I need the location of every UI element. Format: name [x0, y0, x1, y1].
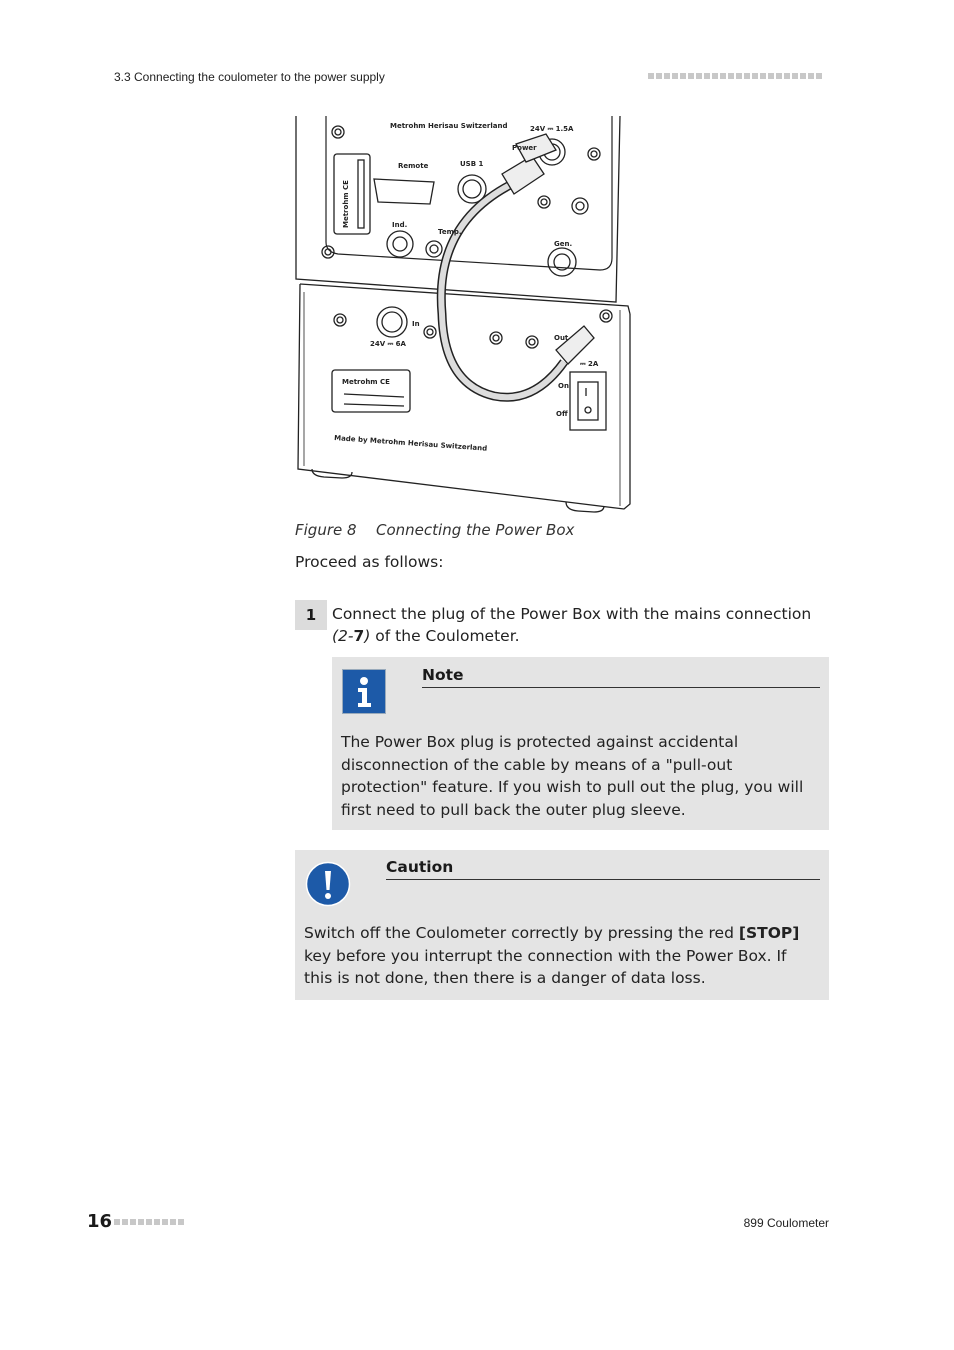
- caution-body-before: Switch off the Coulometer correctly by pressing the red: [304, 924, 739, 942]
- fig-label-brand: Metrohm CE: [342, 378, 390, 386]
- note-body: The Power Box plug is protected against accidental disconnection of the cable by means of a "pull-out protection" feature. If you wish to pull out the plug, you will first need to pull back the outer plug sleeve.: [341, 733, 804, 819]
- step-text-before: Connect the plug of the Power Box with the mains connection: [332, 605, 812, 623]
- fig-label-ind: Ind.: [392, 221, 408, 229]
- info-icon: [342, 669, 386, 714]
- caution-body: [304, 922, 814, 990]
- stop-key-label: [STOP]: [738, 924, 800, 942]
- footer-dots: [114, 1219, 184, 1225]
- exclamation-icon: [305, 861, 351, 907]
- step-ref-number: 7: [353, 627, 365, 645]
- caution-body-after: key before you interrupt the connection with the Power Box. If this is not done, then there is a danger of data loss.: [304, 946, 787, 987]
- fig-label-temp: Temp.: [438, 228, 462, 236]
- fig-label-made-by: Made by Metrohm Herisau Switzerland: [333, 434, 488, 453]
- step-number: 1: [295, 600, 327, 630]
- running-header-section: 3.3 Connecting the coulometer to the power supply: [114, 70, 385, 84]
- figure-caption: [295, 521, 574, 539]
- power-box-illustration: [294, 114, 634, 514]
- fig-label-usb: USB 1: [460, 160, 484, 168]
- fig-label-vertical: Metrohm CE: [342, 180, 350, 228]
- fig-label-out-rating: ⎓ 2A: [580, 360, 599, 368]
- fig-label-gen: Gen.: [554, 240, 573, 248]
- fig-label-off: Off: [556, 410, 568, 418]
- header-dots: [648, 73, 822, 79]
- step-text: [332, 603, 832, 647]
- fig-label-company: Metrohm Herisau Switzerland: [390, 122, 508, 130]
- step-text-after: of the Coulometer.: [370, 627, 520, 645]
- step-ref-close: ): [364, 627, 371, 645]
- fig-label-remote: Remote: [398, 162, 429, 170]
- step-reference: [332, 627, 370, 645]
- fig-label-24v-top: 24V ⎓ 1.5A: [530, 125, 574, 133]
- intro-text: Proceed as follows:: [295, 553, 444, 571]
- page-number: 16: [87, 1211, 113, 1232]
- fig-label-in: In: [412, 320, 420, 328]
- figure-title: Connecting the Power Box: [376, 521, 575, 539]
- step-ref-open: (2-: [332, 627, 354, 645]
- note-title: Note: [422, 666, 820, 688]
- figure-number: Figure 8: [295, 521, 357, 539]
- fig-label-power: Power: [512, 144, 537, 152]
- fig-label-out: Out: [554, 334, 569, 342]
- fig-label-on: On: [558, 382, 569, 390]
- fig-label-24v-in: 24V ⎓ 6A: [370, 340, 406, 348]
- caution-title: Caution: [386, 858, 820, 880]
- footer-product: 899 Coulometer: [743, 1216, 829, 1230]
